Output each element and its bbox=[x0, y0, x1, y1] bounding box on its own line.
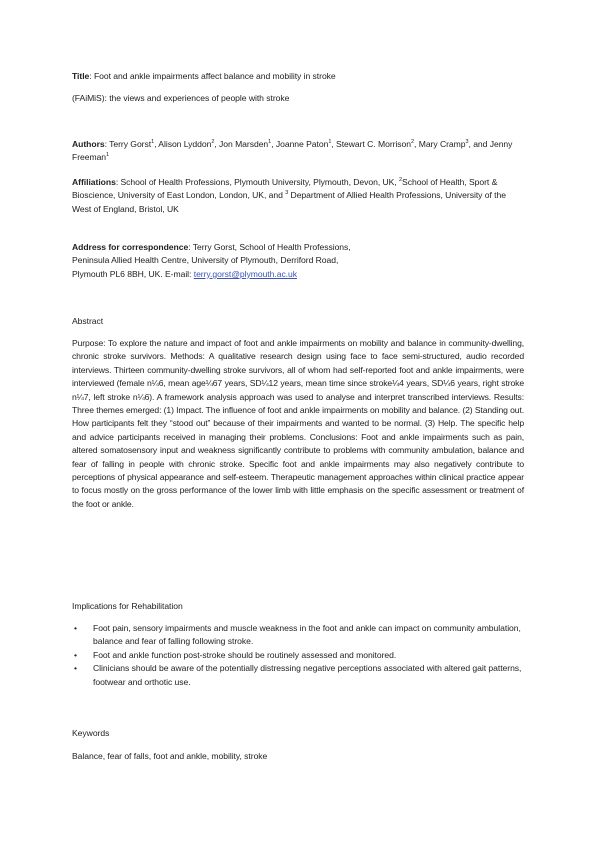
implications-heading: Implications for Rehabilitation bbox=[72, 601, 183, 611]
correspondence-label: Address for correspondence bbox=[72, 242, 189, 252]
author-sup: 1 bbox=[151, 139, 155, 145]
title-label: Title bbox=[72, 71, 90, 81]
author-name: Jon Marsden bbox=[219, 139, 269, 149]
correspondence-line-2: Peninsula Allied Health Centre, University of Plymouth, Derriford Road, bbox=[72, 255, 339, 266]
abstract-heading: Abstract bbox=[72, 316, 104, 326]
abstract-text: Purpose: To explore the nature and impact of foot and ankle impairments on mobility and balance in community-dwelling, chronic stroke survivors. Methods: A qualitative research design using face to face semi-structured, audio recorded interviews. Thirteen community-dwelling stroke survivors, all of whom had self-reported foot and ankle impairments, were interviewed (female n¼6, mean age¼67 years, SD¼12 years, mean time since stroke¼4 years, SD¼6 years, right stroke n¼7, left stroke n¼6). A framework analysis approach was used to analyse and interpret transcribed interviews. Results: Three themes emerged: (1) Impact. The influence of foot and ankle impairments on mobility and balance. (2) Standing out. How participants felt they “stood out” because of their impairments and wanted to be normal. (3) Help. The specific help and advice participants received in managing their problems. Conclusions: Foot and ankle impairments such as pain, altered somatosensory input and weakness significantly contribute to problems with community ambulation, balance and fear of falling in people with chronic stroke. Specific foot and ankle impairments may also negatively contribute to perceptions of physical appearance and self-esteem. Therapeutic management approaches within clinical practice appear to focus mostly on the gross performance of the lower limb with little emphasis on the specific assessment or treatment of the foot or ankle. bbox=[72, 338, 524, 509]
author-name: Jenny Freeman bbox=[72, 139, 513, 163]
correspondence-block: Address for correspondence: Terry Gorst, School of Health Professions, Peninsula Allied Health Centre, University of Plymouth, Derriford Road, Plymouth PL6 8BH, UK. E-mail: terry.gorst@plymouth.ac.uk bbox=[72, 241, 524, 281]
authors-label: Authors bbox=[72, 139, 105, 149]
affiliation-sup: 2 bbox=[399, 177, 403, 183]
author-sup: 3 bbox=[465, 139, 469, 145]
authors-block: Authors: Terry Gorst$^1$, Alison Lyddon$^2$, Jon Marsden$^1$, Joanne Paton$^1$, Stewart C. Morrison$^2$, Mary Cramp$^3$, and Jenny Freeman$^1$ bbox=[72, 139, 513, 163]
author-sup: 1 bbox=[106, 152, 110, 159]
author-name: Joanne Paton bbox=[275, 139, 329, 149]
bullet-icon: • bbox=[74, 623, 77, 633]
correspondence-line-3: Plymouth PL6 8BH, UK. E-mail: bbox=[72, 268, 192, 279]
implication-text: Foot and ankle function post-stroke should be routinely assessed and monitored. bbox=[93, 649, 397, 660]
title-text-1: Foot and ankle impairments affect balance and mobility in stroke bbox=[93, 71, 336, 81]
implication-item bbox=[72, 662, 524, 689]
bullet-icon: • bbox=[74, 663, 77, 674]
affiliation-text: School of Health, Sport & Bioscience, University of East London, London, UK, and bbox=[72, 177, 498, 201]
title-line-2: (FAiMiS): the views and experiences of people with stroke bbox=[72, 93, 290, 104]
implication-text: Clinicians should be aware of the potentially distressing negative perceptions associated with altered gait patterns, footwear and orthotic use. bbox=[93, 663, 522, 687]
affiliation-text: School of Health Professions, Plymouth University, Plymouth, Devon, UK, bbox=[120, 177, 397, 187]
author-name: Stewart C. Morrison bbox=[336, 139, 412, 149]
affiliations-label: Affiliations bbox=[72, 177, 116, 187]
title-block bbox=[72, 70, 524, 106]
author-name: Mary Cramp bbox=[418, 139, 466, 149]
implication-item bbox=[72, 649, 524, 662]
implication-text: Foot pain, sensory impairments and muscle weakness in the foot and ankle can impact on community ambulation, balance and fear of falling following stroke. bbox=[93, 623, 521, 647]
author-sup: 1 bbox=[328, 139, 332, 145]
author-sup: 1 bbox=[268, 139, 272, 145]
author-sup: 2 bbox=[411, 139, 415, 145]
affiliations-block: Affiliations: School of Health Professions, Plymouth University, Plymouth, Devon, UK, $^2$School of Health, Sport & Bioscience, University of East London, London, UK, and $^3$ Department of Allied Health Professions, University of the West of England, Bristol, UK bbox=[72, 177, 506, 214]
author-name: Alison Lyddon bbox=[158, 139, 212, 149]
email-link[interactable]: terry.gorst@plymouth.ac.uk bbox=[193, 268, 297, 279]
author-sup: 2 bbox=[211, 139, 215, 145]
implications-list bbox=[72, 622, 524, 689]
author-name: Terry Gorst bbox=[109, 139, 152, 149]
title-line-1: Title: Foot and ankle impairments affect balance and mobility in stroke bbox=[72, 71, 336, 81]
correspondence-line-1: Terry Gorst, School of Health Professions, bbox=[192, 242, 351, 252]
keywords-heading: Keywords bbox=[72, 728, 110, 738]
keywords-text: Balance, fear of falls, foot and ankle, mobility, stroke bbox=[72, 751, 268, 761]
implication-item bbox=[72, 622, 524, 649]
affiliation-text: Department of Allied Health Professions, University of the West of England, Bristol, UK bbox=[72, 190, 506, 214]
affiliation-sup: 3 bbox=[285, 190, 289, 197]
bullet-icon: • bbox=[74, 649, 77, 660]
